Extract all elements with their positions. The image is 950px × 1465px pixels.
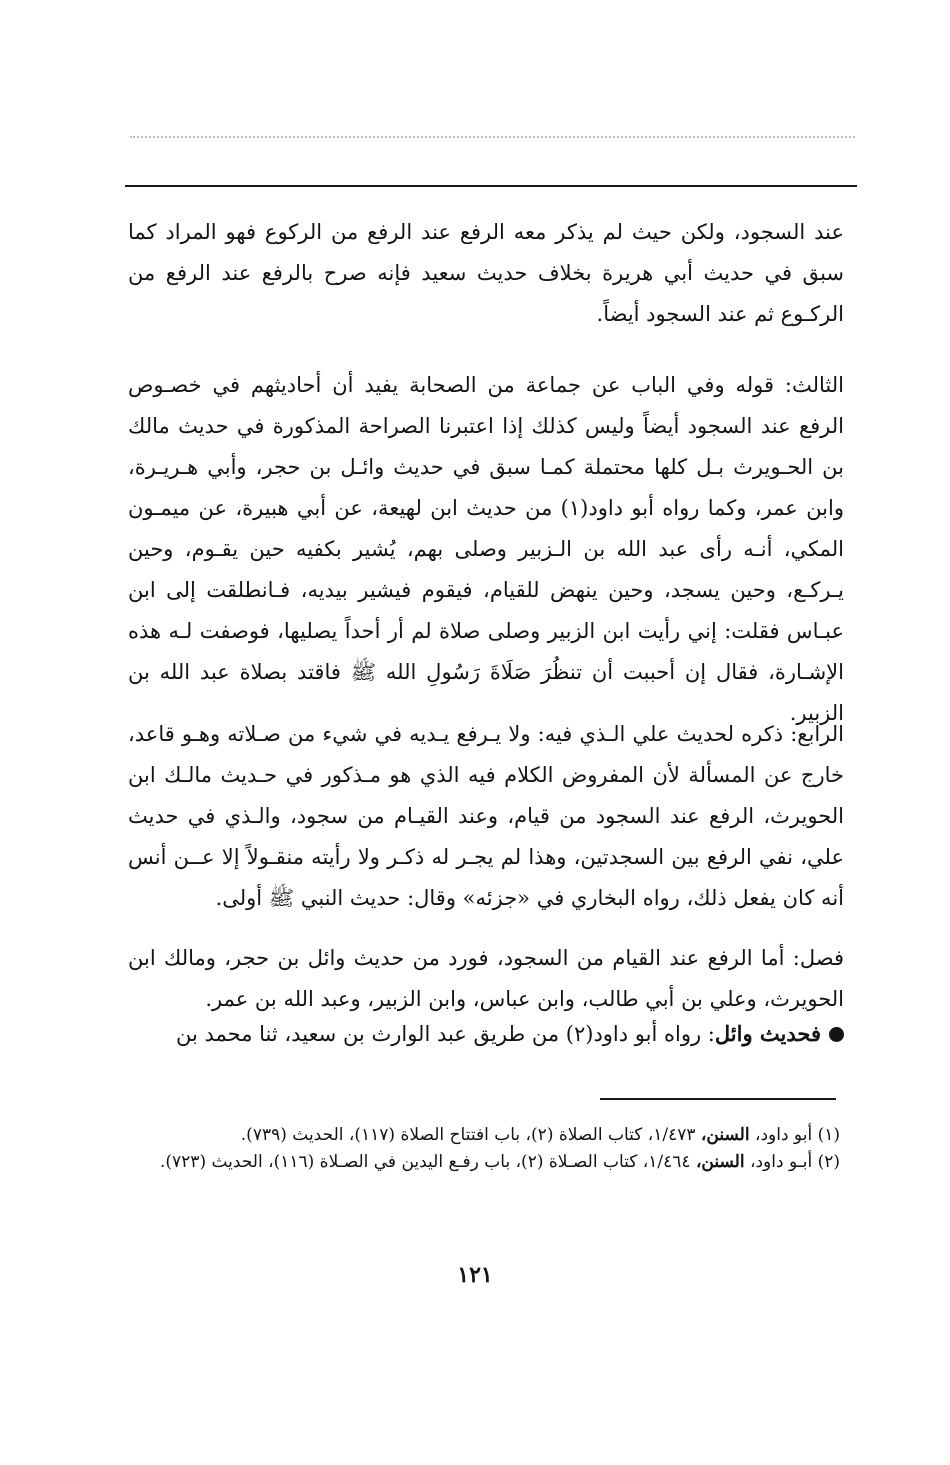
footnote-1-number: (١) <box>817 1125 840 1145</box>
paragraph-1 <box>128 212 844 335</box>
paragraph-1-text: عند السجود، ولكن حيث لم يذكر معه الرفع عند الرفع من الركوع فهو المراد كما سبق في حديث أبي هريرة بخلاف حديث سعيد فإنه صرح بالرفع عند الرفع من الركـوع ثم عند السجود أيضاً. <box>128 220 844 326</box>
paragraph-5-lead: فحديث وائل <box>714 1021 821 1046</box>
bullet-icon <box>829 1027 844 1042</box>
footnote-1-book: السنن، <box>700 1125 750 1145</box>
paragraph-2 <box>128 365 844 734</box>
paragraph-3-text: الرابع: ذكره لحديث علي الـذي فيه: ولا يـرفع يـديه في شيء من صـلاته وهـو قاعد، خارج عن المسألة لأن المفروض الكلام فيه الذي هو مـذكور في حـديث مالـك ابن الحويرث، الرفع عند السجود من قيام، وعند القيـام من سجود، والـذي في حديث علي، نفي الرفع بين السجدتين، وهذا لم يجـر له ذكـر ولا رأيته منقـولاً إلا عــن أنس أنه كان يفعل ذلك، رواه البخاري في «جزئه» وقال: حديث النبي ﷺ أولى. <box>128 722 844 910</box>
footnote-2-book: السنن، <box>695 1152 745 1172</box>
paragraph-4 <box>128 938 844 1020</box>
footnote-2-ref: ١/٤٦٤، كتاب الصـلاة (٢)، باب رفـع اليدين في الصـلاة (١١٦)، الحديث (٧٢٣). <box>159 1152 691 1172</box>
footnote-1-ref: ١/٤٧٣، كتاب الصلاة (٢)، باب افتتاح الصلاة (١١٧)، الحديث (٧٣٩). <box>240 1125 696 1145</box>
footnote-2-number: (٢) <box>817 1152 840 1172</box>
paragraph-5 <box>128 1013 844 1055</box>
paragraph-5-rest: : رواه أبو داود(٢) من طريق عبد الوارث بن سعيد، ثنا محمد بن <box>176 1022 715 1046</box>
footnote-1-author: أبو داود، <box>754 1125 813 1145</box>
header-rule <box>125 185 857 187</box>
header-dotted-rule <box>130 136 855 138</box>
footnote-1 <box>128 1122 840 1149</box>
paragraph-2-text: الثالث: قوله وفي الباب عن جماعة من الصحابة يفيد أن أحاديثهم في خصـوص الرفع عند السجود أيضاً وليس كذلك إذا اعتبرنا الصراحة المذكورة في حديث مالك بن الحـويرث بـل كلها محتملة كمـا سبق في حديث وائـل بن حجر، وأبي هـريـرة، وابن عمر، وكما رواه أبو داود(١) من حديث ابن لهيعة، عن أبي هبيرة، عن ميمـون المكي، أنـه رأى عبد الله بن الـزبير وصلى بهم، يُشير بكفيه حين يقـوم، وحين يـركـع، وحين يسجد، وحين ينهض للقيام، فيقوم فيشير بيديه، فـانطلقت إلى ابن عبـاس فقلت: إني رأيت ابن الزبير وصلى صلاة لم أر أحداً يصليها، فوصفت لـه هذه الإشـارة، فقال إن أحببت أن تنظُرَ صَلَاةَ رَسُولِ الله ﷺ فاقتد بصلاة عبد الله بن الزبير. <box>128 373 844 725</box>
paragraph-4-text: فصل: أما الرفع عند القيام من السجود، فورد من حديث وائل بن حجر، ومالك ابن الحويرث، وعلي بن أبي طالب، وابن عباس، وابن الزبير، وعبد الله بن عمر. <box>128 946 844 1011</box>
paragraph-5-text <box>128 1013 844 1055</box>
footnote-separator <box>600 1098 836 1100</box>
paragraph-3 <box>128 714 844 919</box>
footnote-2 <box>128 1149 840 1176</box>
footnotes <box>128 1122 840 1176</box>
page-number: ١٢١ <box>457 1262 493 1288</box>
footnote-2-author: أبـو داود، <box>749 1152 813 1172</box>
